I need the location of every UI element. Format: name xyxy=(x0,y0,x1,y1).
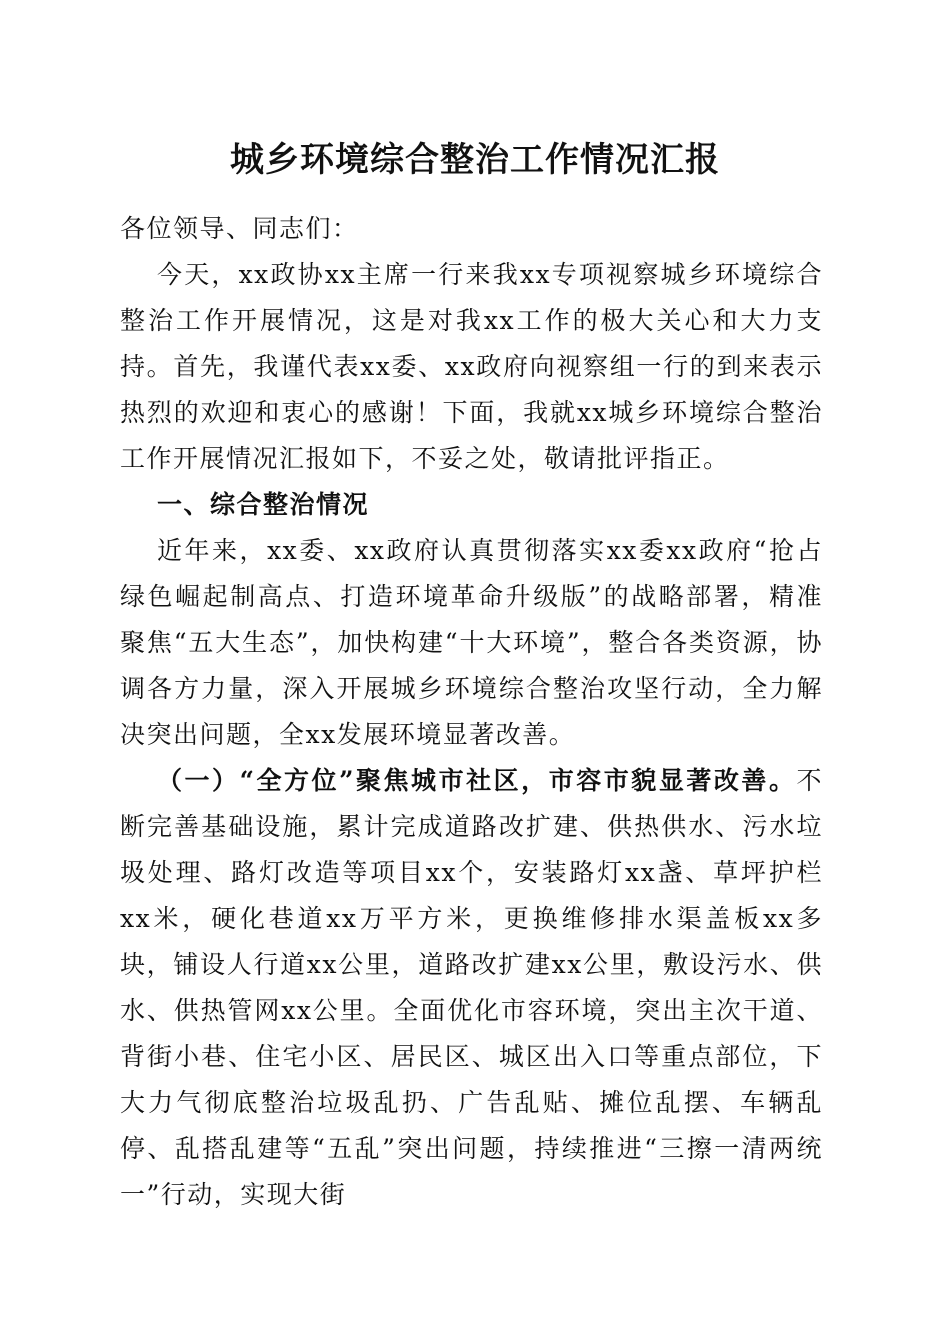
subsection-paragraph xyxy=(120,758,823,1218)
subsection-text: 不断完善基础设施，累计完成道路改扩建、供热供水、污水垃圾处理、路灯改造等项目xx个，安装路灯xx盏、草坪护栏xx米，硬化巷道xx万平方米，更换维修排水渠盖板xx多块，铺设人行道xx公里，道路改扩建xx公里，敷设污水、供水、供热管网xx公里。全面优化市容环境，突出主次干道、背街小巷、住宅小区、居民区、城区出入口等重点部位，下大力气彻底整治垃圾乱扔、广告乱贴、摊位乱摆、车辆乱停、乱搭乱建等“五乱”突出问题，持续推进“三擦一清两统一”行动，实现大街 xyxy=(120,766,823,1209)
section-heading: 一、综合整治情况 xyxy=(157,490,370,519)
document-body xyxy=(120,206,823,1218)
salutation: 各位领导、同志们： xyxy=(120,214,359,243)
section-paragraph: 近年来，xx委、xx政府认真贯彻落实xx委xx政府“抢占绿色崛起制高点、打造环境革命升级版”的战略部署，精准聚焦“五大生态”，加快构建“十大环境”，整合各类资源，协调各方力量，深入开展城乡环境综合整治攻坚行动，全力解决突出问题，全xx发展环境显著改善。 xyxy=(120,536,823,749)
document-title: 城乡环境综合整治工作情况汇报 xyxy=(230,140,720,180)
intro-paragraph: 今天，xx政协xx主席一行来我xx专项视察城乡环境综合整治工作开展情况，这是对我xx工作的极大关心和大力支持。首先，我谨代表xx委、xx政府向视察组一行的到来表示热烈的欢迎和衷心的感谢！下面，我就xx城乡环境综合整治工作开展情况汇报如下，不妥之处，敬请批评指正。 xyxy=(120,260,823,473)
subsection-heading: （一）“全方位”聚焦城市社区，市容市貌显著改善。 xyxy=(157,766,797,795)
